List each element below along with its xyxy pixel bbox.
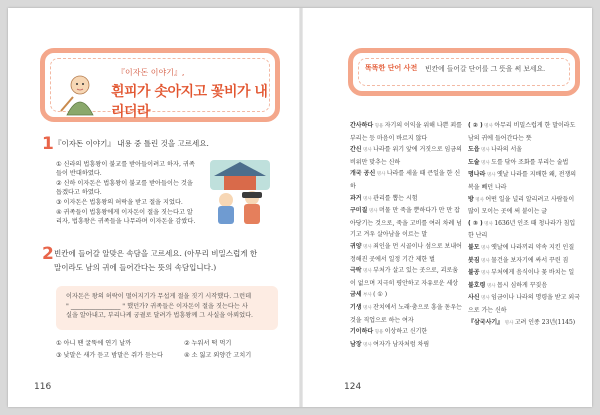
- entry-definition: ( ① ): [373, 291, 388, 299]
- dictionary-entry: [468, 255, 580, 268]
- entry-definition: 어떤 일을 널리 알리려고 사람들이 많이 모이는 곳에 써 붙이는 글: [468, 195, 575, 216]
- dictionary-entry: [350, 193, 462, 206]
- dictionary-entry: [350, 289, 462, 302]
- dictionary-entry: [350, 168, 462, 192]
- entry-definition: 물건을 보자기에 싸서 꾸린 짐: [491, 256, 569, 264]
- entry-definition: 1636년 인조 때 청나라가 침입한 난리: [468, 219, 576, 240]
- book-spread: [8, 8, 592, 407]
- entry-definition: 몹시 심하게 꾸짖음: [496, 281, 548, 289]
- book-gutter: [299, 8, 303, 407]
- entry-tag: 명사: [361, 342, 374, 348]
- dictionary-entry: [350, 302, 462, 326]
- dictionary-column-right: [468, 120, 580, 329]
- entry-definition: 나라의 서울: [491, 146, 523, 154]
- entry-definition: 옛날 나라를 지배한 왜, 전쟁의 복을 빼던 나라: [468, 171, 577, 191]
- entry-tag: 명사: [485, 173, 497, 179]
- entry-definition: 부처에게 음식이나 꽃 바치는 일: [491, 269, 575, 277]
- entry-word: 불공: [468, 269, 480, 277]
- question-1-option[interactable]: ④ 귀족들이 법흥왕에게 이자돈이 절을 짓는다고 알리자, 법흥왕은 귀족들을 나무라며 이자돈을 감쌌다.: [56, 208, 196, 226]
- right-page-number: 124: [344, 382, 362, 392]
- entry-word: 도술: [468, 158, 480, 166]
- dictionary-entry: [468, 120, 580, 144]
- entry-word: ( ③ ): [468, 219, 483, 227]
- question-1-option[interactable]: ① 신라의 법흥왕이 불교를 받아들이려고 하자, 귀족들이 반대하였다.: [56, 161, 195, 178]
- entry-tag: 명사: [479, 271, 492, 277]
- question-2-choice[interactable]: ③ 낮말은 새가 듣고 밤말은 쥐가 듣는다: [56, 352, 164, 359]
- dictionary-entry: [468, 144, 580, 157]
- entry-word: 기이하다: [350, 328, 374, 336]
- dictionary-title: 똑똑한 단어 사전: [365, 64, 418, 72]
- entry-word: 명나라: [468, 171, 486, 179]
- dictionary-entry: [350, 144, 462, 168]
- entry-word: 금세: [350, 291, 362, 299]
- passage-line: 이자돈은 왕의 허락이 떨어지기가 무섭게 절을 짓기 시작했다. 그런데: [66, 293, 252, 300]
- entry-word: 구미질: [350, 207, 368, 215]
- question-2-choice[interactable]: ② 누워서 떡 먹기: [184, 340, 232, 347]
- dictionary-banner: [348, 48, 580, 96]
- question-2-text-line1: 빈칸에 들어갈 알맞은 속담을 고르세요. (아무리 비밀스럽게 한: [54, 249, 258, 258]
- story-subtitle: 『이자돈 이야기』,: [117, 68, 185, 77]
- dictionary-entry: [350, 339, 462, 352]
- entry-definition: 관리를 뽑는 시험: [373, 194, 418, 202]
- entry-tag: 명사: [361, 269, 374, 275]
- question-2-choice[interactable]: ① 아니 땐 굴뚝에 연기 날까: [56, 340, 132, 347]
- entry-tag: 명사: [485, 283, 497, 289]
- entry-tag: 명사: [482, 221, 495, 227]
- question-1-number: 1: [42, 134, 54, 154]
- entry-word: 남장: [350, 340, 362, 348]
- dictionary-entry: [468, 157, 580, 170]
- entry-word: 개국 공신: [350, 170, 376, 178]
- entry-definition: 고려 인종 23년(1145): [514, 318, 576, 326]
- question-2-number: 2: [42, 244, 54, 264]
- entry-tag: 명사: [367, 209, 379, 215]
- entry-tag: 명사: [361, 244, 374, 250]
- entry-definition: 자기의 이익을 위해 나쁜 꾀를 부리는 등 마음이 바르지 않다: [350, 122, 462, 142]
- entry-word: ( ② ): [468, 122, 483, 129]
- dictionary-entry: [468, 218, 580, 242]
- entry-word: 도읍: [468, 146, 480, 154]
- entry-tag: 명사: [361, 305, 374, 311]
- question-1-text: 『이자돈 이야기』 내용 중 틀린 것을 고르세요.: [54, 139, 209, 148]
- entry-definition: 임금이나 나라의 명령을 받고 외국으로 가는 신하: [468, 294, 580, 314]
- dictionary-entry: [468, 280, 580, 293]
- dictionary-entry: [468, 317, 580, 330]
- entry-definition: 나라를 세울 때 큰일을 한 신하: [350, 170, 461, 190]
- entry-tag: 부사: [361, 293, 374, 299]
- question-1-option[interactable]: ③ 이자돈은 법흥왕의 허락을 받고 절을 지었다.: [56, 199, 183, 207]
- story-title-banner: [40, 48, 280, 122]
- entry-tag: 형용: [373, 330, 385, 336]
- passage-line: " ________________ " 했던가? 귀족들은 이자돈이 절을 짓는다는 사: [66, 302, 248, 310]
- entry-definition: 부처가 살고 있는 곳으로, 괴로움이 없으며 지극히 평안하고 자유로운 세상: [350, 267, 459, 287]
- entry-tag: 명사: [479, 148, 492, 154]
- entry-tag: 명사: [482, 124, 495, 129]
- question-2-choice[interactable]: ④ 소 잃고 외양간 고치기: [184, 352, 252, 359]
- dictionary-entry: [350, 120, 462, 144]
- dictionary-entry: [468, 194, 580, 218]
- entry-tag: 명사: [479, 245, 492, 251]
- dictionary-entry: [350, 205, 462, 241]
- entry-definition: 여자가 남자처럼 차림: [373, 340, 430, 348]
- entry-word: 봇짐: [468, 256, 480, 264]
- entry-tag: 명사: [479, 258, 492, 264]
- entry-word: 간신: [350, 146, 362, 154]
- entry-word: 불호령: [468, 281, 486, 289]
- palace-people-illustration: [204, 154, 276, 226]
- monk-illustration: [55, 67, 105, 117]
- entry-tag: 명사: [473, 197, 486, 203]
- question-2-text-line2: 말이라도 남의 귀에 들어간다는 뜻의 속담입니다.): [54, 263, 217, 272]
- entry-definition: 아무리 비밀스럽게 한 말이라도 남의 귀에 들어간다는 뜻: [468, 122, 576, 142]
- entry-definition: 나라를 위기 앞에 거짓으로 임금의 비위만 맞추는 신하: [350, 146, 462, 166]
- entry-definition: 도를 닦아 조화를 부리는 술법: [491, 158, 569, 166]
- dictionary-entry: [350, 326, 462, 339]
- dictionary-entry: [468, 242, 580, 255]
- story-title: 흰피가 솟아지고 꽃비가 내리더라: [111, 84, 268, 120]
- entry-word: 극락: [350, 267, 362, 275]
- entry-tag: 명사: [479, 296, 492, 302]
- dictionary-entry: [468, 169, 580, 193]
- entry-tag: 명사: [503, 320, 515, 326]
- question-1-options: [56, 160, 196, 227]
- entry-definition: 죄인을 먼 시골이나 섬으로 보내어 정해진 곳에서 일정 기간 제한 벌: [350, 242, 462, 263]
- entry-word: 기생: [350, 303, 362, 311]
- dictionary-column-left: [350, 120, 462, 351]
- entry-definition: 옛날에 나라끼리 약속 지킨 인질: [491, 243, 575, 251]
- dictionary-entry: [468, 292, 580, 316]
- entry-tag: 명사: [479, 160, 492, 166]
- left-page-number: 116: [34, 382, 52, 392]
- entry-word: 귀양: [350, 242, 362, 250]
- entry-word: 『삼국사기』: [468, 318, 504, 326]
- entry-tag: 명사: [361, 196, 374, 202]
- entry-word: 사신: [468, 294, 480, 302]
- dictionary-entry: [350, 241, 462, 265]
- entry-definition: 이상하고 신기한: [384, 328, 428, 336]
- dictionary-entry: [468, 267, 580, 280]
- entry-word: 간사하다: [350, 122, 374, 129]
- entry-word: 방: [468, 195, 474, 203]
- entry-tag: 명사: [375, 172, 387, 178]
- entry-word: 과거: [350, 194, 362, 202]
- entry-definition: 잔치에서 노래·춤으로 흥을 돋우는 것을 직업으로 하는 여자: [350, 303, 462, 324]
- entry-word: 불모: [468, 243, 480, 251]
- dictionary-entry: [350, 265, 462, 289]
- entry-definition: 머물 만 죽을 뿐하다가 만 만 잡아당기는 것으로, 죽을 고비를 여러 차례 넘기고 겨우 살아남을 이르는 말: [350, 207, 462, 239]
- dictionary-instruction: 빈칸에 들어갈 단어를 그 뜻을 써 보세요.: [425, 65, 546, 73]
- question-1-option[interactable]: ② 신하 이자돈은 법흥왕이 불교를 받아들이는 것을 돕겠다고 하였다.: [56, 180, 193, 197]
- question-2-passage-box: [56, 286, 278, 330]
- entry-tag: 명사: [361, 148, 374, 154]
- passage-line: 실을 알아내고, 부리나케 궁궐로 달려가 법흥왕께 그 사실을 아뢰었다.: [66, 312, 254, 319]
- entry-tag: 형용: [373, 124, 385, 129]
